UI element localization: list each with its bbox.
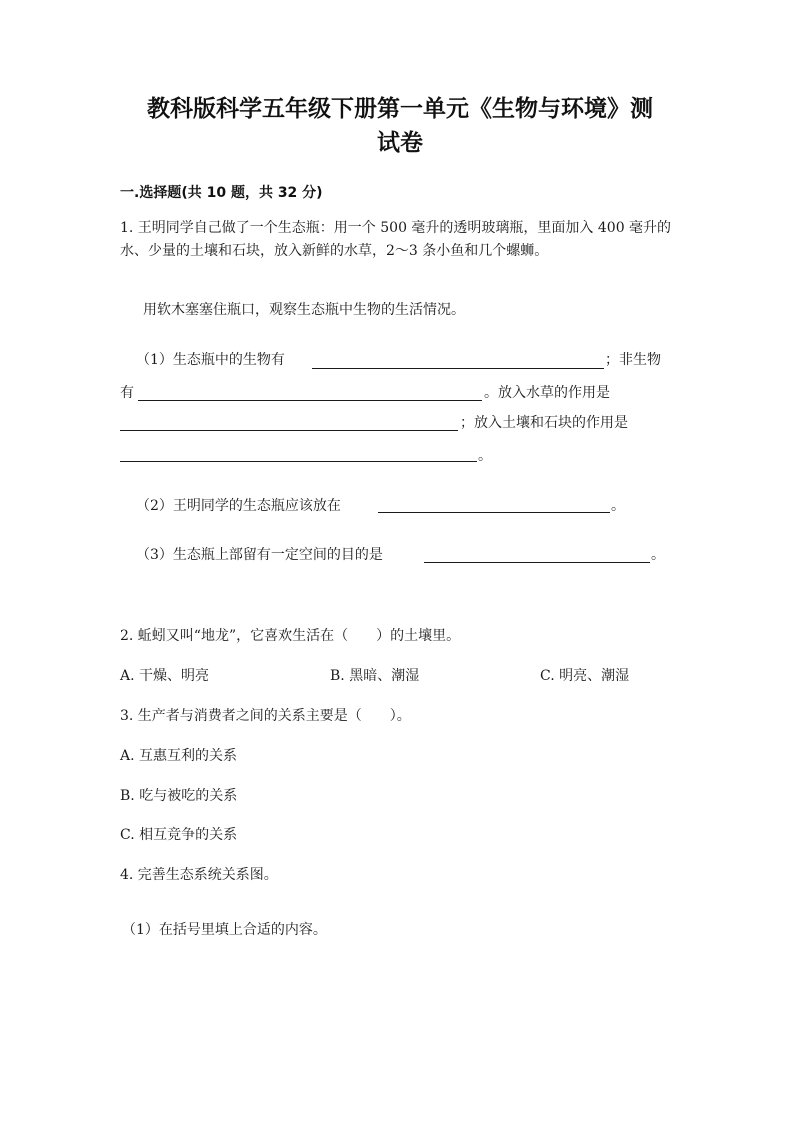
question-3-option-a[interactable]: A. 互惠互利的关系 (120, 748, 238, 764)
question-1-part-3-end: 。 (651, 547, 665, 563)
question-1-part-1-label: （1）生态瓶中的生物有 (136, 352, 285, 368)
question-2-option-b[interactable]: B. 黑暗、潮湿 (330, 668, 420, 684)
question-1-stem: 1. 王明同学自己做了一个生态瓶：用一个 500 毫升的透明玻璃瓶，里面加入 400 毫升的水、少量的土壤和石块，放入新鲜的水草，2～3 条小鱼和几个螺蛳。 (120, 220, 672, 259)
question-2-option-c[interactable]: C. 明亮、潮湿 (540, 668, 630, 684)
answer-blank-1c[interactable] (120, 430, 458, 431)
question-2-stem: 2. 蚯蚓又叫“地龙”，它喜欢生活在（ ）的土壤里。 (120, 628, 461, 644)
question-4-stem: 4. 完善生态系统关系图。 (120, 867, 278, 883)
question-1-part-3-label: （3）生态瓶上部留有一定空间的目的是 (136, 547, 383, 563)
answer-blank-3[interactable] (424, 562, 650, 563)
answer-blank-1d[interactable] (120, 461, 477, 462)
question-4-part-1: （1）在括号里填上合适的内容。 (122, 922, 327, 938)
question-1-part-1-text-d: ；放入土壤和石块的作用是 (460, 415, 628, 431)
answer-blank-1b[interactable] (138, 400, 482, 401)
question-1-part-2-end: 。 (611, 498, 625, 514)
question-1-part-1-text-b: 有 (120, 385, 134, 401)
answer-blank-2[interactable] (378, 512, 610, 513)
question-1-part-1-text-c: 。放入水草的作用是 (484, 385, 610, 401)
question-1-part-1-text-e: 。 (478, 448, 492, 464)
page-title (100, 92, 700, 160)
title-line-2: 试卷 (377, 130, 423, 156)
title-line-1: 教科版科学五年级下册第一单元《生物与环境》测 (147, 96, 653, 122)
section-heading: 一.选择题(共 10 题，共 32 分) (120, 185, 323, 201)
question-3-option-b[interactable]: B. 吃与被吃的关系 (120, 788, 238, 804)
question-1-stem-continued: 用软木塞塞住瓶口，观察生态瓶中生物的生活情况。 (143, 302, 465, 318)
question-3-option-c[interactable]: C. 相互竞争的关系 (120, 827, 238, 843)
question-1-part-1-text-a: ；非生物 (605, 352, 661, 368)
question-2-option-a[interactable]: A. 干燥、明亮 (120, 668, 210, 684)
question-3-stem: 3. 生产者与消费者之间的关系主要是（ ）。 (120, 708, 411, 724)
question-1-part-2-label: （2）王明同学的生态瓶应该放在 (136, 498, 341, 514)
answer-blank-1a[interactable] (312, 368, 604, 369)
